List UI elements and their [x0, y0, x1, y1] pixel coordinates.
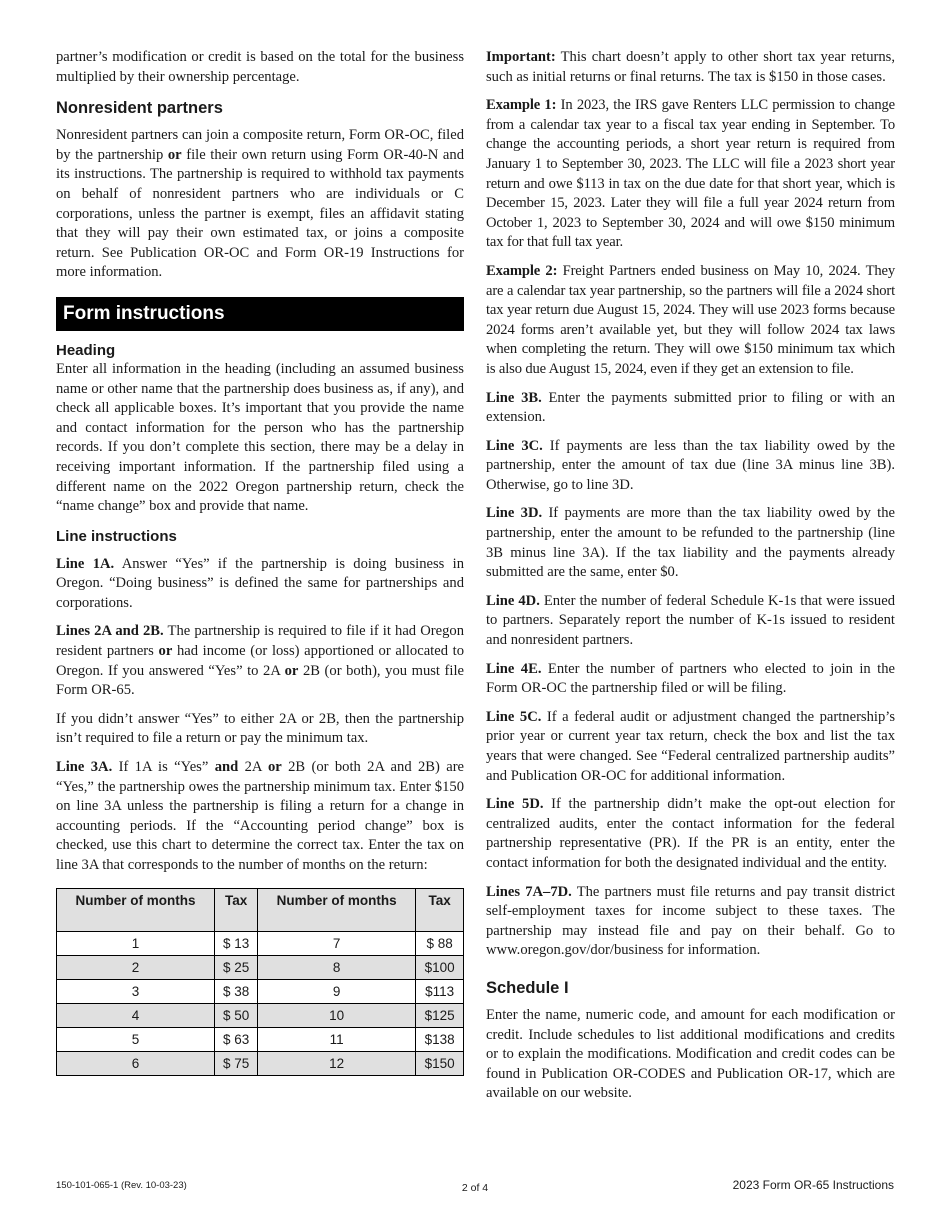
table-cell: $ 88 [416, 931, 464, 955]
emphasis: or [158, 643, 173, 660]
heading-subheading: Heading [56, 341, 116, 359]
schedule-i-heading: Schedule I [486, 978, 569, 997]
text-span: If a federal audit or adjustment changed the partnership’s prior year or current year tax return, check the box and list the tax years that were changed. See “Federal centralized partnership audits” and Publication OR-OC for additional information. [486, 708, 895, 784]
table-row [57, 1003, 464, 1027]
table-cell: 10 [258, 1003, 416, 1027]
line-label: Line 4D. [486, 592, 540, 609]
header-number-of-months: Number of months [258, 888, 416, 931]
line-3c-paragraph [486, 437, 895, 496]
text-span: In 2023, the IRS gave Renters LLC permission to change from a calendar tax year to a fiscal tax year ending in September. To change the accounting periods, a short year return is required from January 1 to September 30, 2023. The LLC will file a 2023 short year return and owe $113 in tax on the due date for that short year, which is December 15, 2023. Later they will file a full year 2024 return from October 1, 2023 to September 30, 2024 and will owe $150 minimum tax for that full tax year. [486, 97, 895, 251]
text-span: If the partnership didn’t make the opt-out election for centralized audits, enter the contact information for the federal partnership representative (PR). If the PR is an entity, enter the contact information for both the designated individual and the entity. [486, 796, 895, 871]
table-cell: $ 13 [214, 931, 257, 955]
footer-title: 2023 Form OR-65 Instructions [732, 1178, 894, 1192]
table-row [57, 979, 464, 1003]
table-row [57, 1027, 464, 1051]
line-label: Line 3A. [56, 759, 113, 776]
line-5d-paragraph [486, 795, 895, 873]
table-cell: $ 25 [214, 955, 257, 979]
emphasis: or [267, 759, 282, 776]
form-number: 150-101-065-1 (Rev. 10-03-23) [56, 1180, 187, 1191]
text-span: Enter the number of federal Schedule K-1s that were issued to partners. Separately report the number of K-1s issued to resident and nonresident partners. [486, 592, 896, 649]
line-label: Line 3C. [486, 437, 543, 454]
no-yes-paragraph: If you didn’t answer “Yes” to either 2A or 2B, then the partnership isn’t required to file a return or pay the minimum tax. [56, 710, 464, 747]
nonresident-paragraph [56, 126, 464, 283]
table-cell: $100 [416, 955, 464, 979]
line-4d-paragraph [486, 592, 895, 651]
table-cell: $ 75 [214, 1051, 257, 1075]
text-span: Freight Partners ended business on May 10, 2024. They are a calendar tax year partnership, so the partners will file a 2024 short tax year return due August 15, 2024. They will use 2023 forms because 2024 forms aren’t available yet, but they will follow 2024 tax laws when completing the return. They will owe $150 minimum tax which is also due August 15, 2024, even if they get an extension to file. [486, 262, 895, 377]
table-cell: $ 50 [214, 1003, 257, 1027]
table-cell: 12 [258, 1051, 416, 1075]
tax-table-header-row [57, 888, 464, 931]
text-span: 2B (or both 2A and 2B) are “Yes,” the partnership owes the partnership minimum tax. Enter $150 on line 3A unless the partnership is filing a return for a change in accounting periods. If the “Accounting period change” box is checked, use this chart to determine the correct tax. Enter the tax on line 3A that corresponds to the number of months on the return: [56, 759, 465, 873]
table-row [57, 955, 464, 979]
left-column [56, 48, 464, 1076]
line-label: Line 4E. [486, 660, 542, 677]
form-instructions-bar: Form instructions [56, 297, 464, 331]
table-cell: $ 63 [214, 1027, 257, 1051]
line-label: Lines 7A–7D. [486, 883, 572, 900]
example-1-paragraph [486, 96, 895, 253]
table-cell: 3 [57, 979, 215, 1003]
line-label: Line 5D. [486, 796, 544, 813]
table-row [57, 931, 464, 955]
table-cell: 11 [258, 1027, 416, 1051]
text-span: 2A [238, 759, 268, 776]
line-3b-paragraph [486, 389, 895, 428]
line-label: Line 3B. [486, 389, 542, 406]
line-4e-paragraph [486, 660, 895, 699]
schedule-i-paragraph: Enter the name, numeric code, and amount for each modification or credit. Include schedules to list additional modifications and credits or to explain the modifications. Modification and credit codes can be found in Publication OR-CODES and Publication OR-17, which are available on our website. [486, 1006, 895, 1102]
table-cell: $150 [416, 1051, 464, 1075]
table-cell: $138 [416, 1027, 464, 1051]
text-span: The partners must file returns and pay transit district self-employment taxes for income subject to these taxes. The partnership may instead file and pay on their behalf. Go to www.oregon.gov/dor/business for information. [486, 883, 895, 959]
example-2-paragraph [486, 262, 895, 380]
line-label: Line 1A. [56, 555, 115, 572]
intro-paragraph: partner’s modification or credit is based on the total for the business multiplied by their ownership percentage. [56, 49, 464, 85]
text-span: 2B (or both), you must file Form OR-65. [56, 662, 464, 699]
table-cell: $113 [416, 979, 464, 1003]
text-span: If payments are more than the tax liability owed by the partnership, enter the amount to be refunded to the partnership (line 3B minus line 3A). If the tax liability and the payments already submitted are the same, enter $0. [486, 505, 895, 581]
table-cell: 5 [57, 1027, 215, 1051]
table-cell: 6 [57, 1051, 215, 1075]
heading-paragraph: Enter all information in the heading (including an assumed business name or other name that the partnership does business as, if any), and check all applicable boxes. It’s important that you provide the name and contact information for the person who has the partnership records. If you don’t complete this section, there may be a delay in receiving important information. If the partnership filed using a different name on the 2022 Oregon partnership return, check the “name change” box and provide that name. [56, 360, 464, 515]
line-label: Lines 2A and 2B. [56, 623, 164, 640]
table-cell: 8 [258, 955, 416, 979]
line-1a-paragraph [56, 555, 464, 614]
lines-2a-2b-paragraph [56, 622, 464, 700]
header-tax: Tax [214, 888, 257, 931]
line-label: Line 3D. [486, 505, 543, 522]
table-cell: 2 [57, 955, 215, 979]
text-span: If payments are less than the tax liability owed by the partnership, enter the amount of tax due (line 3A minus line 3B). Otherwise, go to line 3D. [486, 437, 895, 493]
table-cell: $ 38 [214, 979, 257, 1003]
line-label: Example 1: [486, 97, 557, 114]
line-3d-paragraph [486, 504, 895, 582]
table-cell: $125 [416, 1003, 464, 1027]
line-label: Important: [486, 49, 556, 65]
text-span: If 1A is “Yes” [112, 759, 215, 776]
line-5c-paragraph [486, 708, 895, 786]
line-label: Line 5C. [486, 708, 542, 725]
header-tax: Tax [416, 888, 464, 931]
line-3a-paragraph [56, 758, 464, 876]
line-instructions-heading: Line instructions [56, 527, 177, 545]
text-span: Enter the payments submitted prior to filing or with an extension. [486, 389, 896, 426]
right-column [486, 48, 895, 1113]
table-cell: 9 [258, 979, 416, 1003]
text-span: Enter the number of partners who elected to join in the Form OR-OC the partnership filed or will be filing. [486, 660, 895, 697]
emphasis: or [284, 662, 299, 679]
text-span: file their own return using Form OR-40-N and its instructions. The partnership is required to withhold tax payments on behalf of nonresident partners who are individuals or C corporations, unless the partner is exempt, files an affidavit stating that they will pay their own estimated tax, or joins a composite return. See Publication OR-OC and Form OR-19 Instructions for more information. [56, 146, 464, 281]
text-span: had income (or loss) apportioned or allocated to Oregon. If you answered “Yes” to 2A [56, 643, 465, 679]
table-cell: 7 [258, 931, 416, 955]
tax-table [56, 888, 464, 1076]
table-row [57, 1051, 464, 1075]
lines-7a-7d-paragraph [486, 883, 895, 961]
header-number-of-months: Number of months [57, 888, 215, 931]
page-number: 2 of 4 [461, 1182, 489, 1194]
important-paragraph [486, 48, 895, 87]
line-label: Example 2: [486, 262, 558, 279]
text-span: The partnership is required to file if it had Oregon resident partners [56, 623, 464, 660]
table-cell: 4 [57, 1003, 215, 1027]
text-span: Answer “Yes” if the partnership is doing business in Oregon. “Doing business” is defined the same for partnerships and corporations. [56, 555, 464, 611]
text-span: Nonresident partners can join a composite return, Form OR-OC, filed by the partnership [56, 127, 464, 163]
text-span: This chart doesn’t apply to other short tax year returns, such as initial returns or final returns. The tax is $150 in those cases. [486, 49, 895, 85]
nonresident-heading: Nonresident partners [56, 99, 223, 118]
table-cell: 1 [57, 931, 215, 955]
emphasis: and [214, 759, 239, 776]
emphasis: or [167, 146, 182, 163]
